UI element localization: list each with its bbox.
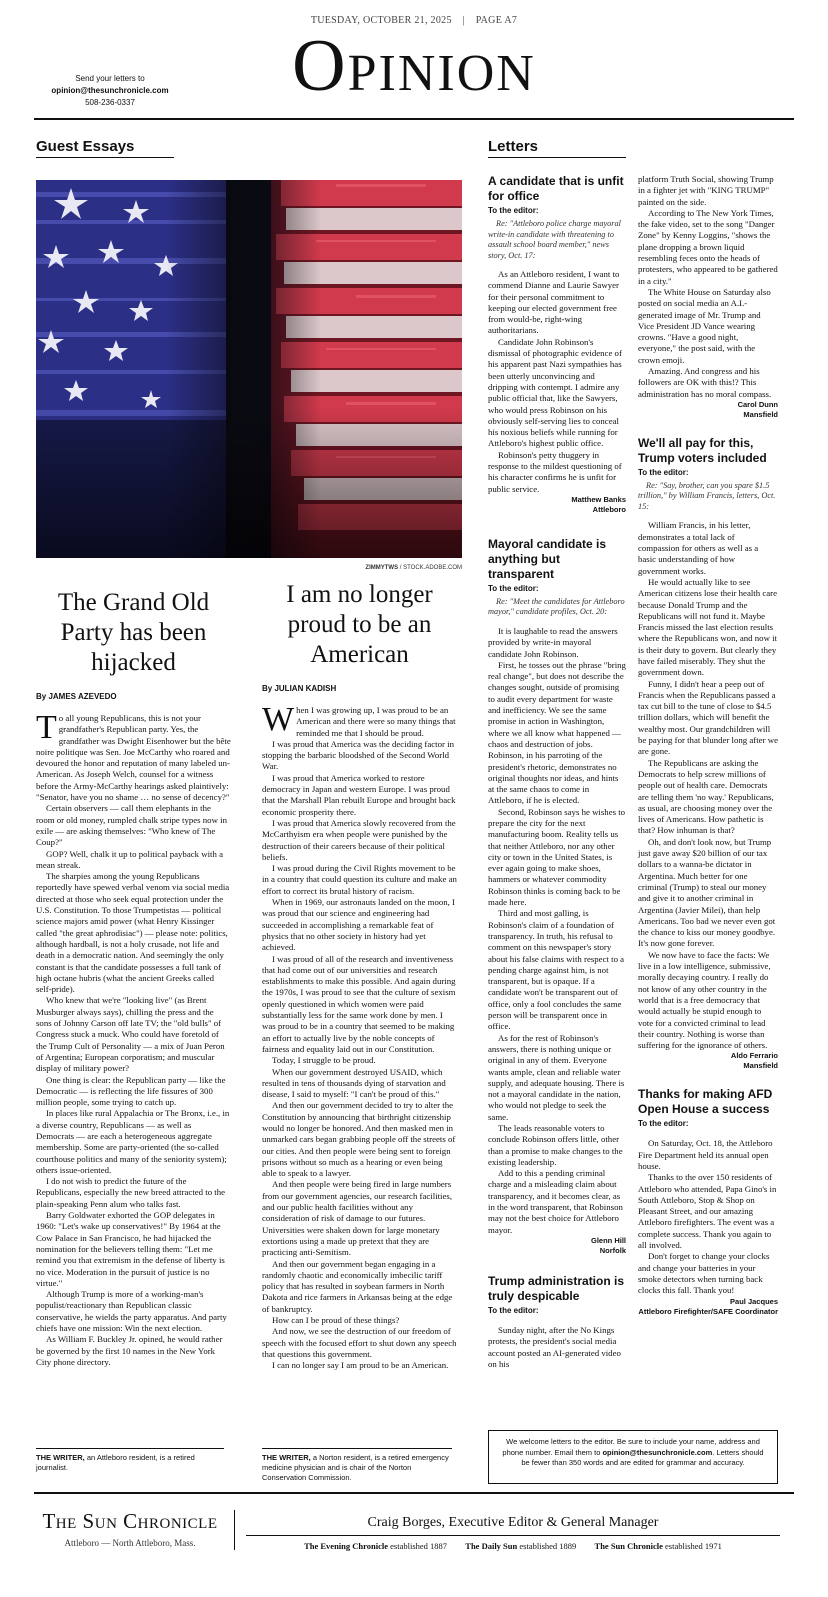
essay-2-headline: I am no longer proud to be an American xyxy=(286,581,433,668)
paragraph: As William F. Buckley Jr. opined, he would rather be governed by the first 10 names in the New York City phone directory. xyxy=(36,1334,223,1367)
paragraph: Although Trump is more of a working-man's populist/reactionary than Republican classic conservative, he wields the party apparatus. And party chiefs have one mission: Win the next election. xyxy=(36,1289,227,1334)
photo-credit xyxy=(36,565,462,571)
paragraph: I was proud that America slowly recovered from the McCarthyism era when people were punished by the destruction of their careers because of their political beliefs. xyxy=(262,817,456,862)
credit-name: ZIMMYTWS xyxy=(365,565,399,571)
paragraph: Sunday night, after the No Kings protests, the president's social media account posted an AI-generated video on his xyxy=(488,1324,621,1369)
signer-town: Mansfield xyxy=(743,1061,778,1071)
paper-nameplate: The Sun Chronicle xyxy=(42,1509,218,1533)
paragraph: We now have to face the facts: We live in a low intelligence, submissive, morally decaying country. I really do not know of any other country in the world that is a free democracy that would actually be stupid enough to vote for a convicted criminal to lead their country. Nothing is worse than suffering for the ignorance of others. xyxy=(638,949,771,1051)
signer-town: Mansfield xyxy=(743,409,778,419)
letter-body xyxy=(638,1138,778,1296)
paragraph: Funny, I didn't hear a peep out of Francis when the Republicans passed a tax cut bill to the tune of close to $4.5 trillion dollars, which will benefit the wealthy most. Our grandchildren will be paying for that blunder long after we are gone. xyxy=(638,678,778,757)
letter-transparent xyxy=(488,537,626,1256)
flag-photo xyxy=(36,180,462,558)
letter-headline: Mayoral candidate is anything but transparent xyxy=(488,536,607,581)
paragraph: I was proud that America was the deciding factor in stopping the barbaric bloodshed of the Second World War. xyxy=(262,738,454,772)
paragraph: The leads reasonable voters to conclude Robinson offers little, other than a promise to make changes to the existing leadership. xyxy=(488,1123,623,1167)
letters-heading: Letters xyxy=(488,138,626,158)
letter-body xyxy=(488,626,626,1236)
paragraph: According to The New York Times, the fake video, set to the song "Danger Zone" by Kenny Loggins, "shows the plane dropping a brown liquid resembling feces onto the heads of protesters, who appeared to be gathered in a city." xyxy=(638,207,778,286)
paragraph: I do not wish to predict the future of the Republicans, especially the new breed attracted to the plain-speaking Penn alum who talks fast. xyxy=(36,1176,226,1209)
section-masthead: Opinion xyxy=(292,25,536,107)
paragraph: The Republicans are asking the Democrats to help screw millions of people out of health care. Democrats are telling them 'no way.' Republicans, as usual, are choosing money over the lives of Americans. How pathetic is that? How inhuman is that? xyxy=(638,757,774,836)
paragraph: And then people were being fired in large numbers from our government agencies, our research facilities, and our public health facilities without any consideration of risk of damage to our futures. Universities were shaken down for large monetary extortions using a made up pretext that they are practicing anti-Semitism. xyxy=(262,1179,453,1258)
paper-city: Attleboro — North Attleboro, Mass. xyxy=(64,1538,196,1548)
date: TUESDAY, OCTOBER 21, 2025 xyxy=(310,15,452,26)
paragraph: He would actually like to see American citizens lose their health care because Donald Trump and the Republicans will not fund it. Maybe Francis missed the last election results where the Republicans won, and now it is their duty to govern. But clearly they have failed miserably. They shut the government down. xyxy=(638,576,778,678)
policy-email[interactable]: opinion@thesunchronicle.com xyxy=(602,1447,713,1457)
contact-email[interactable]: opinion@thesunchronicle.com xyxy=(51,86,169,95)
drop-cap: T xyxy=(36,709,57,746)
letters-column-a xyxy=(488,174,626,1370)
paper-history-year: established 1887 xyxy=(390,1541,448,1551)
paragraph: I was proud that America worked to restore democracy in Japan and western Europe. I was proud that the Marshall Plan rebuilt Europe and brought back economic prosperity there. xyxy=(262,772,456,817)
signer-town: Norfolk xyxy=(599,1245,626,1255)
letter-unfit xyxy=(488,174,626,515)
paper-history-name: The Evening Chronicle xyxy=(304,1541,388,1551)
editor-credit: Craig Borges, Executive Editor & General Manager xyxy=(367,1515,659,1530)
essay-2-paragraphs xyxy=(262,739,457,1372)
paper-history-name: The Daily Sun xyxy=(465,1541,518,1551)
letter-salutation: To the editor: xyxy=(488,206,539,215)
paragraph: Second, Robinson says he wishes to prepare the city for the next manufacturing boom. Reality tells us that neither Attleboro, nor any other city or town in the United States, is ever again going to make shoes, hammers or whatever commodity Robinson thinks is coming back to be made here. xyxy=(488,806,626,908)
paragraph: Barry Goldwater exhorted the GOP delegates in 1960: "Let's wake up conservatives!" By 1964 at the Cow Palace in San Francisco, he had hijacked the nomination for the believers telling them: "Let me remind you that extremism in the defense of liberty is no vice. Moderation in the pursuit of justice is no virtue." xyxy=(36,1210,225,1288)
credit-source: / STOCK.ADOBE.COM xyxy=(398,565,462,571)
editor-rule xyxy=(246,1535,780,1536)
essay-1-paragraphs xyxy=(36,803,231,1368)
paragraph: Today, I struggle to be proud. xyxy=(272,1055,376,1066)
letter-reference: Re: "Say, brother, can you spare $1.5 trillion," by William Francis, letters, Oct. 15: xyxy=(638,480,776,511)
established-line xyxy=(246,1541,780,1551)
letter-signature xyxy=(488,495,626,515)
paragraph: Oh, and don't look now, but Trump just gave away $20 billion of our tax dollars to a wanna-be dictator in Argentina. Much better for one criminal (Trump) to steal our money and give it to another criminal in Argentina (Javier Milei), than help Americans. Too bad we never even got the chance to kiss our money goodbye. It's now gone forever. xyxy=(638,836,776,949)
contact-line: Send your letters to xyxy=(75,74,145,83)
contact-phone: 508-236-0337 xyxy=(85,98,135,107)
letter-salutation: To the editor: xyxy=(488,1305,539,1315)
letter-salutation: To the editor: xyxy=(638,1119,689,1129)
essay-2 xyxy=(262,581,457,1372)
paragraph: As an Attleboro resident, I want to commend Dianne and Laurie Sawyer for their personal commitment to keeping our elected government free from would-be, right-wing authoritarians. xyxy=(488,269,620,336)
separator: | xyxy=(462,15,465,26)
essay-1 xyxy=(36,588,231,1368)
paragraph: GOP? Well, chalk it up to political payback with a mean streak. xyxy=(36,848,223,870)
letter-headline: A candidate that is unfit for office xyxy=(488,174,624,203)
letter-salutation: To the editor: xyxy=(638,467,689,477)
essay-2-byline: By JULIAN KADISH xyxy=(262,684,337,693)
letter-signature xyxy=(638,1051,778,1071)
top-rule xyxy=(34,118,794,120)
letter-headline: Thanks for making AFD Open House a success xyxy=(638,1087,773,1117)
essay-2-writer-note xyxy=(262,1448,452,1483)
paragraph: How can I be proud of these things? xyxy=(272,1315,400,1326)
signer-name: Aldo Ferrario xyxy=(730,1051,778,1061)
signer-town: Attleboro xyxy=(592,504,626,514)
paragraph: hen I was growing up, I was proud to be an American and there were so many things that reminded me that I should be proud. xyxy=(296,705,456,738)
letter-body xyxy=(638,174,778,400)
letter-signature xyxy=(638,400,778,420)
letter-headline: We'll all pay for this, Trump voters included xyxy=(638,435,767,465)
paragraph: One thing is clear: the Republican party — like the Democratic — is reflecting the life fissures of 300 million people, some trying to catch up. xyxy=(36,1074,226,1108)
paragraph: Thanks to the over 150 residents of Attleboro who attended, Papa Gino's in South Attleboro, Stop & Shop on Pleasant Street, and our amazing Attleboro firefighters. The event was a complete success. Thank you again to all involved. xyxy=(638,1172,777,1251)
paragraph: When our government destroyed USAID, which resulted in tens of thousands dying of starvation and disease, I said to myself: "I can't be proud of this." xyxy=(262,1066,446,1100)
signer-name: Glenn Hill xyxy=(590,1235,626,1245)
paragraph: Candidate John Robinson's dismissal of photographic evidence of his apparent past Nazi sympathies has been utterly unconvincing and dripping with contempt. I admire any public official that, like the Sawyers, who would press Robinson on his obviously self-serving lies to conceal his noxious beliefs while running for Attleboro's highest public office. xyxy=(488,336,622,449)
guest-essays-heading: Guest Essays xyxy=(36,138,174,158)
signer-town: Attleboro Firefighter/SAFE Coordinator xyxy=(638,1306,778,1316)
letter-pay xyxy=(638,436,778,1071)
essay-1-headline: The Grand Old Party has been hijacked xyxy=(57,589,210,676)
letter-despicable-continued xyxy=(638,174,778,420)
letter-headline: Trump administration is truly despicable xyxy=(488,1273,625,1303)
paper-history-year: established 1889 xyxy=(519,1541,577,1551)
footer-divider xyxy=(234,1510,235,1550)
letter-afd xyxy=(638,1087,778,1316)
letter-salutation: To the editor: xyxy=(488,583,539,593)
paragraph: I can no longer say I am proud to be an American. xyxy=(272,1360,449,1371)
signer-name: Paul Jacques xyxy=(730,1296,778,1306)
paragraph: It is laughable to read the answers provided by write-in mayoral candidate John Robinson. xyxy=(488,625,618,659)
policy-text: . Letters should be fewer than 350 words and are edited for grammar and accuracy. xyxy=(521,1447,764,1467)
paragraph: I was proud during the Civil Rights movement to be in a country that could question its culture and make an effort to correct its brutal history of racism. xyxy=(262,863,457,896)
essay-1-body xyxy=(36,709,231,1368)
flag-illustration xyxy=(36,180,462,558)
letter-reference: Re: "Meet the candidates for Attleboro mayor," candidate profiles, Oct. 20: xyxy=(488,596,625,617)
paragraph: And now, we see the destruction of our freedom of speech with the focused effort to shut down any speech that questions this government. xyxy=(262,1326,457,1359)
letter-despicable xyxy=(488,1274,626,1370)
paragraph: I was proud of all of the research and inventiveness that had come out of our universities and research establishments to make this possible. And again during the 1970s, I was proud to see that the culture of sexism openly questioned in which women were paid substantially less for the same work done by men. I was proud to be in a country that seemed to be making an effort to actually live by the noble concepts of fairness and equality laid out in our Constitution. xyxy=(262,953,456,1054)
letter-signature xyxy=(638,1297,778,1317)
essay-1-writer-note xyxy=(36,1448,224,1473)
letters-policy-box xyxy=(488,1430,778,1484)
paragraph: When in 1969, our astronauts landed on the moon, I was proud that our science and engineering had succeeded in accomplishing a remarkable feat of physics that no other society in history had yet achieved. xyxy=(262,897,455,953)
writer-text: an Attleboro resident, is a retired journalist. xyxy=(36,1453,195,1472)
paragraph: Third and most galling, is Robinson's claim of a foundation of transparency. In truth, his refusal to comment on this newspaper's story about his false claims with respect to a pending charge against him, is not transparent, but is opaque. If a candidate won't be transparent out of office, only a fool concludes the same person will be transparent once in office. xyxy=(488,908,625,1032)
bottom-rule xyxy=(34,1492,794,1494)
letter-reference: Re: "Attleboro police charge mayoral write-in candidate with threatening to assault school board member," news story, Oct. 17: xyxy=(488,219,621,260)
paragraph: As for the rest of Robinson's answers, there is nothing unique or original in any of them. Everyone wants ample, clean and reliable water supply, and adequate housing. There is not a mayoral candidate in the nation, who would not pledge to seek the same. xyxy=(488,1032,625,1122)
paragraph: And then our government decided to try to alter the Constitution by announcing that birthright citizenship would no longer be honored. And then masked men in unmarked cars began grabbing people off the streets of our cities. And then people were being sent to foreign prisons without so much as a hearing or even being able to speak to a lawyer. xyxy=(262,1100,456,1179)
paragraph: First, he tosses out the phrase "bring real change", but does not describe the changes sought, outside of promising to audit every department for waste and inefficiency. We see the same promise in action in Washington, where we all know what happened — chaos and destruction of jobs. Robinson, in his parroting of the president's rhetoric, demonstrates no original thoughts nor ideas, and hints at the same chaos to come in Attleboro, if he is elected. xyxy=(488,659,626,806)
letter-body xyxy=(488,269,626,495)
letter-signature xyxy=(488,1236,626,1256)
signer-name: Matthew Banks xyxy=(571,494,626,504)
paper-history-year: established 1971 xyxy=(665,1541,722,1551)
letter-body xyxy=(638,520,778,1051)
essay-1-byline: By JAMES AZEVEDO xyxy=(36,692,117,701)
paragraph: And then our government began engaging in a randomly chaotic and economically imbecilic tariff policy that has resulted in soybean farmers in North Dakota and rice farmers in Arkansas being at the edge of bankruptcy. xyxy=(262,1258,453,1314)
policy-text: We welcome letters to the editor. Be sure to include your name, address and phone number. Email them to xyxy=(502,1437,760,1457)
paragraph: Who knew that we're "looking live" (as Brent Musburger always says), chilling the press and the sons of Johnny Carson off late TV; the "old bulls" of Congress stuck a muck. Who could have foretold of the Trump Cult of Personality — a mix of Juan Peron of Argentina; European corporatism; and muscular display of military power? xyxy=(36,995,225,1074)
paragraph: Add to this a pending criminal charge and a misleading claim about transparency, and it becomes clear, as in the word transparent, that Robinson may not the best choice for Attleboro mayor. xyxy=(488,1168,623,1235)
paragraph: The sharpies among the young Republicans reportedly have spewed verbal venom via social media directed at those who seek equal protection under the U.S. Constitution. To those Trumpetistas — political science majors amid power (what Henry Kissinger called "the great aphrodisiac") — please note: politics, although hardball, is not a holy crusade, not life and death in a democratic nation. And seemingly the only constant is that the candidate possesses a full tank of high octane hubris (what the ancient Greeks called self-pride). xyxy=(36,871,230,995)
paragraph: Don't forget to change your clocks and change your batteries in your smoke detectors when turning back clocks this fall. Thank you! xyxy=(638,1251,770,1296)
contact-block xyxy=(40,73,180,109)
paragraph: Robinson's petty thuggery in response to the mildest questioning of his character confirms he is unfit for public service. xyxy=(488,449,622,494)
writer-label: THE WRITER, xyxy=(36,1453,85,1462)
paragraph: platform Truth Social, showing Trump in a fighter jet with "KING TRUMP" painted on the side. xyxy=(638,174,774,207)
paragraph: Amazing. And congress and his followers are OK with this!? This administration has no moral compass. xyxy=(638,366,772,399)
page-number: PAGE A7 xyxy=(475,15,518,26)
letter-body xyxy=(488,1325,626,1370)
paragraph: o all young Republicans, this is not your grandfather's Republican party. Yes, the grandfather was Dwight Eisenhower but the bête noire politique was Sen. Joe McCarthy who roared and devoured the honor and reputation of many labeled un-American. As Joseph Welch, counsel for a witness before the Army-McCarthy hearings asked plaintively: "Senator, have you no shame … no sense of decency?" xyxy=(36,713,231,803)
paragraph: Certain observers — call them elephants in the room or old money, rumpled chalk stripe types now in exile — are asking themselves: "Who knew of The Coup?" xyxy=(36,803,227,848)
writer-text: a Norton resident, is a retired emergency medicine physician and is chair of the Norton Conservation Commission. xyxy=(262,1453,449,1482)
essay-2-body xyxy=(262,701,457,1372)
letters-column-b xyxy=(638,174,778,1317)
paragraph: On Saturday, Oct. 18, the Attleboro Fire Department held its annual open house. xyxy=(638,1138,773,1171)
paragraph: William Francis, in his letter, demonstrates a total lack of compassion for others as well as a basic understanding of how government works. xyxy=(638,520,759,576)
paragraph: In places like rural Appalachia or The Bronx, i.e., in a diverse country, Republicans — as well as Democrats — are each a heterogeneous aggregate membership. Some are party-oriented (the so-called courthouse politics and many of the seniority system); others issue-oriented. xyxy=(36,1108,230,1175)
signer-name: Carol Dunn xyxy=(737,399,778,409)
paper-history-name: The Sun Chronicle xyxy=(594,1541,663,1551)
drop-cap: W xyxy=(262,701,295,738)
paragraph: The White House on Saturday also posted on social media an A.I.-generated image of Mr. Trump and Vice President JD Vance wearing crowns. "Have a good night, everyone," the post said, with the crown emoji. xyxy=(638,286,771,365)
writer-label: THE WRITER, xyxy=(262,1453,311,1462)
